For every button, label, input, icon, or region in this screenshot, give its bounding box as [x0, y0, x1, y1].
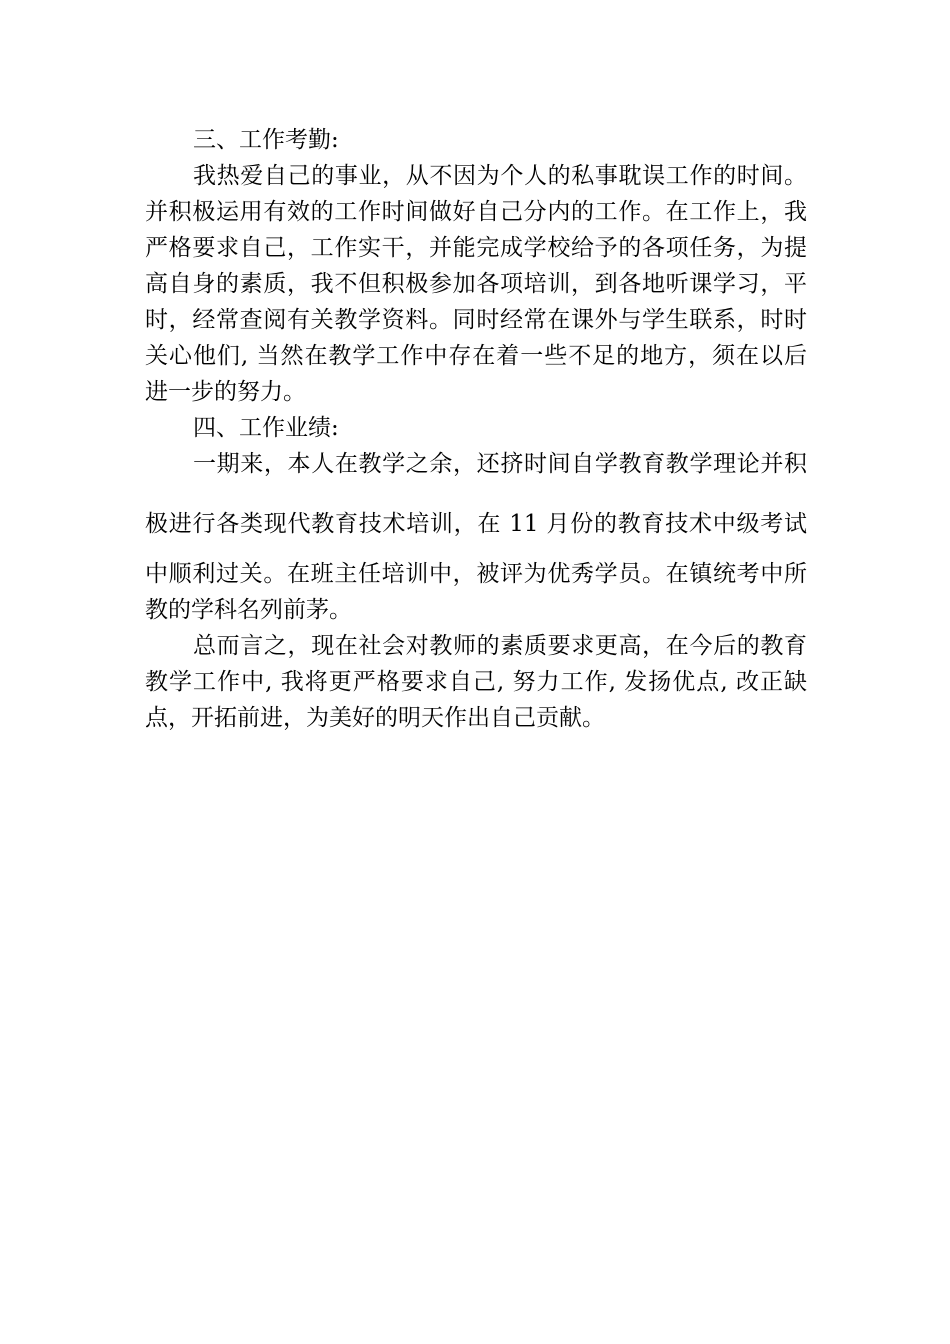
paragraph-line: 点，开拓前进，为美好的明天作出自己贡献。 [145, 705, 605, 731]
section-heading-performance: 四、工作业绩: [193, 415, 339, 441]
paragraph-line: 时，经常查阅有关教学资料。同时经常在课外与学生联系，时时 [145, 307, 807, 333]
paragraph-line: 进一步的努力。 [145, 379, 306, 405]
paragraph-line: 我热爱自己的事业，从不因为个人的私事耽误工作的时间。 [193, 163, 807, 189]
document-body [145, 122, 807, 736]
paragraph-line: 并积极运用有效的工作时间做好自己分内的工作。在工作上，我 [145, 199, 807, 225]
paragraph-conclusion [145, 628, 807, 736]
paragraph-line: 中顺利过关。在班主任培训中，被评为优秀学员。在镇统考中所 [145, 561, 807, 587]
paragraph-performance [145, 446, 807, 628]
paragraph-line: 极进行各类现代教育技术培训，在 11 月份的教育技术中级考试 [145, 511, 807, 537]
paragraph-line: 一期来，本人在教学之余，还挤时间自学教育教学理论并积 [193, 451, 807, 477]
paragraph-attendance [145, 158, 807, 410]
paragraph-line: 教的学科名列前茅。 [145, 597, 352, 623]
paragraph-line: 教学工作中, 我将更严格要求自己, 努力工作, 发扬优点, 改正缺 [145, 669, 807, 695]
paragraph-line: 总而言之，现在社会对教师的素质要求更高，在今后的教育 [193, 633, 807, 659]
paragraph-line: 高自身的素质，我不但积极参加各项培训，到各地听课学习，平 [145, 271, 807, 297]
paragraph-line: 关心他们, 当然在教学工作中存在着一些不足的地方，须在以后 [145, 343, 807, 369]
paragraph-line: 严格要求自己，工作实干，并能完成学校给予的各项任务，为提 [145, 235, 807, 261]
section-heading-attendance: 三、工作考勤: [193, 127, 339, 153]
